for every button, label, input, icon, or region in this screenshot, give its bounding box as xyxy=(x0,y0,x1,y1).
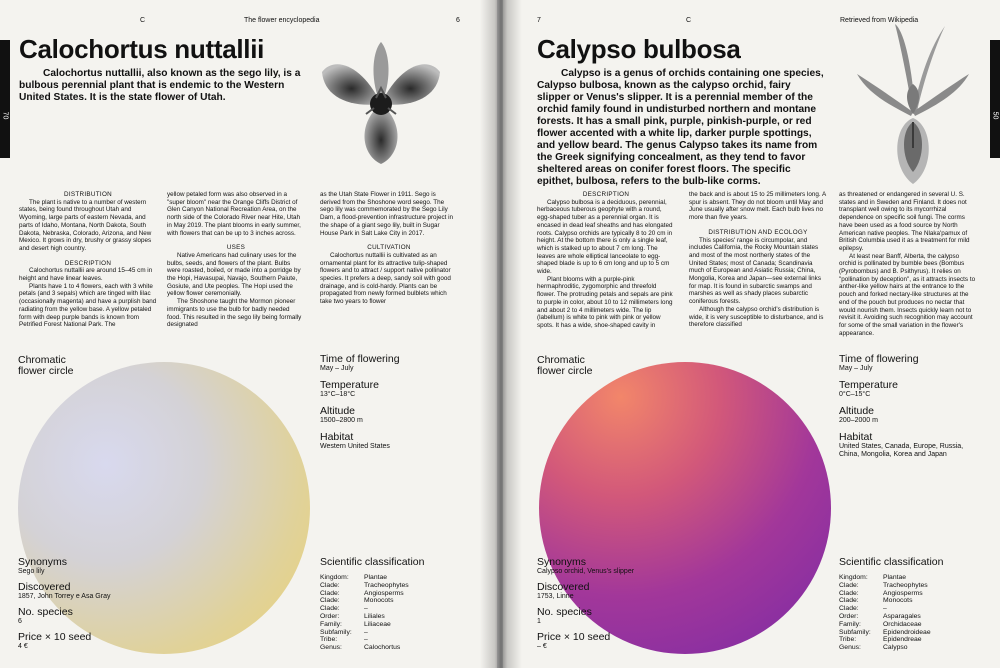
description-paragraph-2: Plant blooms with a purple-pink hermaphroditic, zygomorphic and threefold flower. The protruding petals and sepals are pink to purple in color, about 10 to 12 millimeters long and about 2 to 4 millimeters wide. The lip (labellum) is white to pink with pink or yellow spots. It has a wide, shoe-shaped cavity in xyxy=(537,275,673,329)
discovered-value: 1753, Linne xyxy=(537,593,574,600)
classification-taxon: Orchidaceae xyxy=(883,620,922,628)
classification-rank: Subfamily: xyxy=(320,628,352,636)
classification-rank: Tribe: xyxy=(839,636,857,644)
temperature-label: Temperature xyxy=(839,379,898,391)
synonyms-value: Calypso orchid, Venus's slipper xyxy=(537,568,635,575)
column-2-paragraph: the back and is about 15 to 25 millimeters long. A spur is absent. They do not bloom until May and June usually after snow melt. Each bulb lives no more than five years. xyxy=(689,191,826,222)
species-label: No. species xyxy=(537,606,592,618)
discovered-label: Discovered xyxy=(537,581,590,593)
distribution-paragraph-2: Although the calypso orchid's distribution is wide, it is very susceptible to disturbance, and is therefore classified xyxy=(689,305,824,329)
uses-heading: USES xyxy=(226,244,246,252)
altitude-value: 200–2000 m xyxy=(839,417,878,424)
classification-table xyxy=(839,574,931,652)
classification-row xyxy=(839,629,931,637)
description-paragraph-1: Calochortus nuttallii are around 15–45 cm in height and have linear leaves. xyxy=(19,267,153,283)
section-tab xyxy=(0,40,10,158)
description-paragraph-2: Plants have 1 to 4 flowers, each with 3 white petals (and 3 sepals) which are tinged with lilac (occasionally magenta) and have a purplish band radiating from the yellow base. A yellow petaled form with deep purple bands is known from Petrified Forest National Park. The xyxy=(19,282,157,329)
cultivation-paragraph: Calochortus nuttallii is cultivated as an ornamental plant for its attractive tulip-shaped flowers and to attract / support native pollinator species. It prefers a deep, sandy soil with good drainage, and is cold-hardy. Plants can be propagated from newly formed bulblets which take two years to flower xyxy=(320,251,451,306)
price-label: Price × 10 seed xyxy=(18,631,92,643)
altitude-label: Altitude xyxy=(320,405,356,417)
synonyms-label: Synonyms xyxy=(537,556,587,568)
chromatic-label: Chromatic flower circle xyxy=(537,354,593,377)
classification-row xyxy=(320,590,409,598)
intro-text: Calochortus nuttallii, also known as the sego lily, is a bulbous perennial plant that is endemic to the Western United States. It is the state flower of Utah. xyxy=(19,68,301,103)
classification-row xyxy=(839,597,931,605)
time-of-flowering-label: Time of flowering xyxy=(839,353,919,365)
classification-row xyxy=(320,636,409,644)
column-3-paragraph-1: as threatened or endangered in several U. S. states and in Sweden and Finland. It does not transplant well owing to its mycorrhizal dependence on specific soil fungi. The corms have been used as a food source by North American native peoples. The Nlaka'pamux of British Columbia used it as a treatment for mild epilepsy. xyxy=(839,191,970,252)
time-of-flowering-value: May – July xyxy=(320,365,354,372)
classification-rank: Clade: xyxy=(320,605,340,613)
description-heading: DESCRIPTION xyxy=(582,191,630,198)
book-gutter-shadow xyxy=(480,0,522,668)
header-running-title: The flower encyclopedia xyxy=(244,17,320,24)
price-label: Price × 10 seed xyxy=(537,631,611,643)
column-3-paragraph-2: At least near Banff, Alberta, the calypso orchid is pollinated by bumble bees (Bombus (Pyrobombus) and B. Psithyrus). It relies on "pollination by deception", as it attracts insects to anther-like yellow hairs at the entrance to the pouch and forked nectary-like structures at the end of the pouch but produces no nectar that would nourish them. Insects quickly learn not to revisit it. Avoiding such recognition may account for some of the small variation in the flower's appearance. xyxy=(839,252,976,337)
habitat-label: Habitat xyxy=(320,431,354,443)
synonyms-value: Sego lily xyxy=(18,568,45,575)
classification-row xyxy=(839,613,931,621)
distribution-paragraph: The plant is native to a number of western states, being found throughout Utah and Wyoming, large parts of eastern Nevada, and parts of Idaho, Montana, North Dakota, South Dakota, Nebraska, Colorado, Arizona, and New Mexico. It grows in dry, brushy or grassy slopes and desert high country. xyxy=(19,198,152,252)
distribution-paragraph-1: This species' range is circumpolar, and includes California, the Rocky Mountain states and most of the most northerly states of the United States; most of Canada; Scandinavia much of European and Asiatic Russia; China, Mongolia, Korea and Japan—see external links for map. It is found in subarctic swamps and marshes as well as shady places subarctic coniferous forests. xyxy=(689,236,821,306)
species-value: 6 xyxy=(18,618,22,625)
habitat-value: United States, Canada, Europe, Russia, China, Mongolia, Korea and Japan xyxy=(839,443,964,458)
classification-row xyxy=(839,605,931,613)
distribution-heading: DISTRIBUTION xyxy=(63,191,113,198)
classification-heading: Scientific classification xyxy=(320,556,425,568)
classification-rank: Clade: xyxy=(839,597,859,605)
classification-rank: Clade: xyxy=(320,597,340,605)
classification-rank: Clade: xyxy=(320,581,340,589)
classification-taxon: Epidendreae xyxy=(883,636,922,644)
classification-taxon: – xyxy=(883,605,887,613)
uses-paragraph-1: Native Americans had culinary uses for the bulbs, seeds, and flowers of the plant. Bulbs were roasted, boiled, or made into a porridge by the Hopi, Havasupai, Navajo, Southern Paiute, Gosiute, and Ute peoples. The Hopi used the yellow flower ceremonially. xyxy=(167,251,301,298)
classification-row xyxy=(839,636,931,644)
time-of-flowering-value: May – July xyxy=(839,365,873,372)
uses-paragraph-2: The Shoshone taught the Mormon pioneer immigrants to use the bulb for badly needed food. This resulted in the sego lily being formally designated xyxy=(167,298,302,329)
classification-taxon: Plantae xyxy=(364,574,388,581)
facts-block xyxy=(839,354,979,459)
classification-taxon: Monocots xyxy=(364,597,394,605)
classification-row xyxy=(320,574,409,582)
text-column-3 xyxy=(320,191,458,306)
classification-rank: Family: xyxy=(320,620,342,628)
classification-taxon: – xyxy=(364,628,368,636)
temperature-value: 13°C–18°C xyxy=(320,391,356,398)
classification-row xyxy=(320,613,409,621)
classification-taxon: Monocots xyxy=(883,597,913,605)
column-3-paragraph: as the Utah State Flower in 1911. Sego is derived from the Shoshone word seego. The sego lily was commemorated by the Sego Lily Dam, a flood-prevention infrastructure project in the shape of a giant sego lily, built in Sugar House Park in Salt Lake City in 2017. xyxy=(320,191,453,237)
classification-rank: Tribe: xyxy=(320,636,338,644)
classification-row xyxy=(839,582,931,590)
tab-number: 50 xyxy=(991,111,999,120)
classification-row xyxy=(839,644,931,652)
page-title: Calochortus nuttallii xyxy=(19,34,265,64)
page-number: 6 xyxy=(456,17,460,24)
classification-row xyxy=(320,582,409,590)
description-heading: DESCRIPTION xyxy=(64,259,112,267)
calypso-orchid-image xyxy=(853,18,973,190)
classification-table xyxy=(320,574,409,652)
right-page xyxy=(503,0,1000,668)
left-page xyxy=(0,0,497,668)
classification-heading: Scientific classification xyxy=(839,556,944,568)
classification-row xyxy=(839,590,931,598)
classification-rank: Clade: xyxy=(839,589,859,597)
classification-taxon: Liliaceae xyxy=(364,620,391,628)
text-column-3 xyxy=(839,191,977,337)
column-2-paragraph: yellow petaled form was also observed in a "super bloom" near the Orange Cliffs District of Glen Canyon National Recreation Area, on the north side of the Colorado River near Hite, Utah in May 2019. The plant blooms in early summer, with flowers that can be up to 3 inches across. xyxy=(167,191,301,237)
classification-row xyxy=(320,644,409,652)
classification-taxon: Liliales xyxy=(364,612,385,620)
classification-taxon: Epidendroideae xyxy=(883,628,931,636)
page-title: Calypso bulbosa xyxy=(537,34,741,64)
habitat-label: Habitat xyxy=(839,431,873,443)
synonyms-block xyxy=(537,557,634,651)
description-paragraph-1: Calypso bulbosa is a deciduous, perennial, herbaceous tuberous geophyte with a round, egg-shaped tuber as a perennial organ. It is encased in dead leaf sheaths and has elongated roots. Calypso orchids are typically 8 to 20 cm in height. At the bottom there is only a single leaf, which is stalked up to about 7 cm long. The leaves are whole elliptical lanceolate to egg-shaped blade is up to 6 cm long and up to 5 cm wide. xyxy=(537,198,673,276)
classification-rank: Clade: xyxy=(320,589,340,597)
discovered-label: Discovered xyxy=(18,581,71,593)
species-label: No. species xyxy=(18,606,73,618)
tab-number: 70 xyxy=(1,111,9,120)
altitude-label: Altitude xyxy=(839,405,875,417)
facts-block xyxy=(320,354,480,451)
classification-row xyxy=(320,621,409,629)
classification-row xyxy=(320,629,409,637)
classification-taxon: Calypso xyxy=(883,644,908,652)
classification-rank: Order: xyxy=(839,612,859,620)
classification-rank: Kingdom: xyxy=(839,574,868,581)
classification-taxon: Angiosperms xyxy=(364,589,404,597)
classification-row xyxy=(839,621,931,629)
classification-rank: Genus: xyxy=(839,644,861,652)
altitude-value: 1500–2800 m xyxy=(320,417,363,424)
price-value: – € xyxy=(537,643,547,650)
classification-taxon: Tracheophytes xyxy=(883,581,928,589)
cultivation-heading: CULTIVATION xyxy=(367,244,411,252)
synonyms-label: Synonyms xyxy=(18,556,68,568)
text-column-1 xyxy=(537,191,675,330)
classification-row xyxy=(839,574,931,582)
classification-taxon: Tracheophytes xyxy=(364,581,409,589)
classification-taxon: – xyxy=(364,636,368,644)
time-of-flowering-label: Time of flowering xyxy=(320,353,400,365)
sego-lily-image xyxy=(318,38,444,168)
classification-taxon: Plantae xyxy=(883,574,907,581)
header-letter: C xyxy=(686,17,692,24)
synonyms-block xyxy=(18,557,110,651)
classification-rank: Clade: xyxy=(839,605,859,613)
classification-rank: Family: xyxy=(839,620,861,628)
classification-rank: Clade: xyxy=(839,581,859,589)
distribution-heading: DISTRIBUTION AND ECOLOGY xyxy=(708,228,808,236)
header-running-title: Retrieved from Wikipedia xyxy=(840,17,919,24)
classification-taxon: Calochortus xyxy=(364,644,401,652)
classification-rank: Order: xyxy=(320,612,340,620)
habitat-value: Western United States xyxy=(320,443,390,450)
classification-row xyxy=(320,605,409,613)
text-column-1 xyxy=(19,191,157,329)
section-tab xyxy=(990,40,1000,158)
classification-rank: Kingdom: xyxy=(320,574,349,581)
text-column-2 xyxy=(167,191,305,329)
classification-row xyxy=(320,597,409,605)
temperature-label: Temperature xyxy=(320,379,379,391)
price-value: 4 € xyxy=(18,643,28,650)
classification-taxon: Asparagales xyxy=(883,612,921,620)
intro-text: Calypso is a genus of orchids containing one species, Calypso bulbosa, known as the calypso orchid, fairy slipper or Venus's slipper. It is a perennial member of the orchid family found in undisturbed northern and montane forests. It has a small pink, purple, pinkish-purple, or red flower accented with a white lip, darker purple spottings, and yellow beard. The genus Calypso takes its name from the Greek signifying concealment, as they tend to favor sheltered areas on conifer forest floors. The specific epithet, bulbosa, refers to the bulb-like corms. xyxy=(537,68,824,187)
header-letter: C xyxy=(140,17,146,24)
page-number: 7 xyxy=(537,17,541,24)
classification-taxon: – xyxy=(364,605,368,613)
species-value: 1 xyxy=(537,618,541,625)
chromatic-label: Chromatic flower circle xyxy=(18,354,74,377)
classification-rank: Genus: xyxy=(320,644,342,652)
classification-rank: Subfamily: xyxy=(839,628,871,636)
discovered-value: 1857, John Torrey e Asa Gray xyxy=(18,593,111,600)
text-column-2 xyxy=(689,191,827,329)
classification-taxon: Angiosperms xyxy=(883,589,923,597)
temperature-value: 0°C–15°C xyxy=(839,391,871,398)
